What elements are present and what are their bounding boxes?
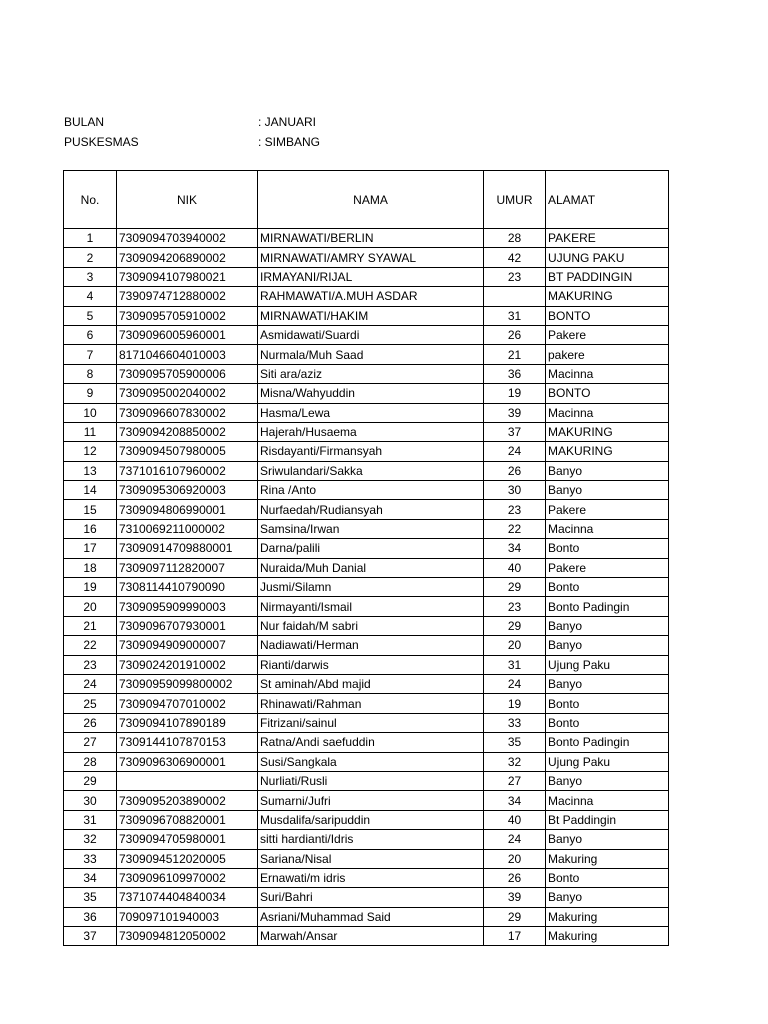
cell-nama: Jusmi/Silamn (258, 578, 484, 597)
cell-alamat: Bonto Padingin (546, 597, 669, 616)
cell-nik: 7309095705900006 (117, 364, 258, 383)
cell-nama: Musdalifa/saripuddin (258, 810, 484, 829)
column-header-nama: NAMA (258, 171, 484, 229)
cell-nama: Hasma/Lewa (258, 403, 484, 422)
table-row (64, 325, 669, 344)
patient-table (63, 170, 669, 946)
table-row (64, 481, 669, 500)
cell-umur: 40 (484, 810, 546, 829)
cell-alamat: Bonto (546, 868, 669, 887)
cell-umur (484, 287, 546, 306)
cell-nik: 73090959099800002 (117, 674, 258, 693)
table-row (64, 791, 669, 810)
cell-alamat: Pakere (546, 500, 669, 519)
cell-nama: RAHMAWATI/A.MUH ASDAR (258, 287, 484, 306)
cell-nik: 7309094703940002 (117, 229, 258, 248)
table-row (64, 229, 669, 248)
cell-nama: Suri/Bahri (258, 888, 484, 907)
cell-no: 23 (64, 655, 117, 674)
cell-nama: Nur faidah/M sabri (258, 616, 484, 635)
cell-nik: 7390974712880002 (117, 287, 258, 306)
cell-nama: Sariana/Nisal (258, 849, 484, 868)
cell-no: 25 (64, 694, 117, 713)
cell-no: 21 (64, 616, 117, 635)
cell-no: 27 (64, 733, 117, 752)
cell-nama: Nadiawati/Herman (258, 636, 484, 655)
bulan-label: BULAN (64, 115, 105, 129)
meta-puskesmas-row (64, 133, 464, 151)
cell-umur: 29 (484, 578, 546, 597)
cell-alamat: pakere (546, 345, 669, 364)
cell-alamat: Banyo (546, 481, 669, 500)
table-row (64, 888, 669, 907)
cell-nik: 7371074404840034 (117, 888, 258, 907)
cell-no: 33 (64, 849, 117, 868)
cell-umur: 32 (484, 752, 546, 771)
table-row (64, 422, 669, 441)
table-row (64, 287, 669, 306)
cell-umur: 37 (484, 422, 546, 441)
bulan-value: : JANUARI (258, 115, 317, 129)
cell-alamat: Macinna (546, 403, 669, 422)
cell-umur: 39 (484, 888, 546, 907)
cell-umur: 29 (484, 907, 546, 926)
cell-umur: 24 (484, 442, 546, 461)
cell-no: 15 (64, 500, 117, 519)
table-row (64, 500, 669, 519)
cell-no: 14 (64, 481, 117, 500)
table-row (64, 868, 669, 887)
cell-nama: Sriwulandari/Sakka (258, 461, 484, 480)
table-row (64, 733, 669, 752)
cell-nik: 7309096005960001 (117, 325, 258, 344)
cell-umur: 33 (484, 713, 546, 732)
table-row (64, 849, 669, 868)
cell-alamat: BONTO (546, 306, 669, 325)
cell-nik: 7309094206890002 (117, 248, 258, 267)
cell-no: 31 (64, 810, 117, 829)
cell-nik: 7310069211000002 (117, 519, 258, 538)
cell-alamat: Macinna (546, 791, 669, 810)
cell-no: 11 (64, 422, 117, 441)
table-row (64, 403, 669, 422)
cell-umur: 21 (484, 345, 546, 364)
cell-nama: Darna/palili (258, 539, 484, 558)
table-row (64, 907, 669, 926)
table-row (64, 578, 669, 597)
cell-nik: 709097101940003 (117, 907, 258, 926)
cell-alamat: MAKURING (546, 422, 669, 441)
cell-nik: 7309095306920003 (117, 481, 258, 500)
cell-nik: 7309094705980001 (117, 830, 258, 849)
table-row (64, 364, 669, 383)
table-row (64, 752, 669, 771)
cell-umur: 17 (484, 927, 546, 946)
cell-alamat: BT PADDINGIN (546, 267, 669, 286)
cell-no: 7 (64, 345, 117, 364)
table-row (64, 927, 669, 946)
table-row (64, 674, 669, 693)
cell-umur: 26 (484, 461, 546, 480)
cell-nik: 7309097112820007 (117, 558, 258, 577)
cell-nama: St aminah/Abd majid (258, 674, 484, 693)
table-row (64, 694, 669, 713)
cell-umur: 28 (484, 229, 546, 248)
cell-umur: 23 (484, 597, 546, 616)
meta-bulan-row (64, 113, 464, 131)
cell-nik: 7309094512020005 (117, 849, 258, 868)
cell-alamat: BONTO (546, 384, 669, 403)
cell-no: 24 (64, 674, 117, 693)
table-row (64, 616, 669, 635)
cell-no: 3 (64, 267, 117, 286)
cell-umur: 26 (484, 325, 546, 344)
cell-nik: 7309096707930001 (117, 616, 258, 635)
cell-no: 22 (64, 636, 117, 655)
cell-umur: 31 (484, 655, 546, 674)
cell-alamat: Bonto (546, 694, 669, 713)
cell-no: 16 (64, 519, 117, 538)
table-row (64, 442, 669, 461)
cell-nama: Susi/Sangkala (258, 752, 484, 771)
table-row (64, 539, 669, 558)
cell-umur: 40 (484, 558, 546, 577)
cell-alamat: Makuring (546, 849, 669, 868)
cell-nama: Marwah/Ansar (258, 927, 484, 946)
table-row (64, 771, 669, 790)
cell-nik: 7309094107890189 (117, 713, 258, 732)
puskesmas-value: : SIMBANG (258, 135, 321, 149)
cell-no: 32 (64, 830, 117, 849)
table-row (64, 248, 669, 267)
cell-no: 1 (64, 229, 117, 248)
cell-umur: 42 (484, 248, 546, 267)
cell-alamat: Bonto (546, 578, 669, 597)
cell-alamat: Macinna (546, 519, 669, 538)
cell-umur: 20 (484, 636, 546, 655)
cell-nama: Fitrizani/sainul (258, 713, 484, 732)
cell-no: 35 (64, 888, 117, 907)
cell-alamat: Macinna (546, 364, 669, 383)
cell-nik: 7309094812050002 (117, 927, 258, 946)
cell-alamat: Ujung Paku (546, 655, 669, 674)
cell-no: 36 (64, 907, 117, 926)
cell-umur: 24 (484, 830, 546, 849)
cell-no: 9 (64, 384, 117, 403)
cell-no: 5 (64, 306, 117, 325)
cell-no: 19 (64, 578, 117, 597)
cell-nik: 7371016107960002 (117, 461, 258, 480)
table-row (64, 655, 669, 674)
cell-umur: 22 (484, 519, 546, 538)
cell-no: 10 (64, 403, 117, 422)
cell-nik: 7309144107870153 (117, 733, 258, 752)
cell-no: 29 (64, 771, 117, 790)
cell-no: 30 (64, 791, 117, 810)
column-header-nik: NIK (117, 171, 258, 229)
table-body (64, 229, 669, 946)
cell-alamat: Makuring (546, 927, 669, 946)
cell-alamat: Banyo (546, 616, 669, 635)
cell-nik: 7309094208850002 (117, 422, 258, 441)
cell-nik: 7309094707010002 (117, 694, 258, 713)
table-row (64, 519, 669, 538)
cell-nik: 7309094107980021 (117, 267, 258, 286)
cell-alamat: Pakere (546, 558, 669, 577)
cell-umur: 19 (484, 694, 546, 713)
cell-nik: 7309094507980005 (117, 442, 258, 461)
cell-nama: Sumarni/Jufri (258, 791, 484, 810)
cell-umur: 39 (484, 403, 546, 422)
table-row (64, 636, 669, 655)
cell-no: 12 (64, 442, 117, 461)
cell-nama: Rina /Anto (258, 481, 484, 500)
cell-alamat: Bonto (546, 539, 669, 558)
cell-no: 4 (64, 287, 117, 306)
cell-nik: 73090914709880001 (117, 539, 258, 558)
cell-no: 18 (64, 558, 117, 577)
cell-no: 13 (64, 461, 117, 480)
cell-alamat: MAKURING (546, 442, 669, 461)
cell-nik: 7309094909000007 (117, 636, 258, 655)
cell-alamat: Banyo (546, 830, 669, 849)
cell-nama: Nirmayanti/Ismail (258, 597, 484, 616)
table-row (64, 306, 669, 325)
cell-alamat: Makuring (546, 907, 669, 926)
cell-nik: 7309096607830002 (117, 403, 258, 422)
table-row (64, 597, 669, 616)
cell-umur: 30 (484, 481, 546, 500)
cell-alamat: Ujung Paku (546, 752, 669, 771)
cell-umur: 35 (484, 733, 546, 752)
cell-no: 17 (64, 539, 117, 558)
cell-umur: 31 (484, 306, 546, 325)
puskesmas-label: PUSKESMAS (64, 135, 139, 149)
table-row (64, 345, 669, 364)
cell-nama: Nurliati/Rusli (258, 771, 484, 790)
cell-nama: Hajerah/Husaema (258, 422, 484, 441)
cell-alamat: Bonto (546, 713, 669, 732)
table-header-row (64, 171, 669, 229)
cell-umur: 19 (484, 384, 546, 403)
cell-alamat: Bonto Padingin (546, 733, 669, 752)
table-row (64, 384, 669, 403)
cell-no: 34 (64, 868, 117, 887)
cell-no: 28 (64, 752, 117, 771)
cell-nik: 7309096109970002 (117, 868, 258, 887)
cell-nama: Asmidawati/Suardi (258, 325, 484, 344)
cell-umur: 34 (484, 791, 546, 810)
cell-no: 8 (64, 364, 117, 383)
cell-alamat: Bt Paddingin (546, 810, 669, 829)
cell-alamat: Banyo (546, 674, 669, 693)
cell-nik: 7309095909990003 (117, 597, 258, 616)
table-row (64, 267, 669, 286)
cell-no: 20 (64, 597, 117, 616)
cell-nik: 7309024201910002 (117, 655, 258, 674)
cell-nik: 8171046604010003 (117, 345, 258, 364)
cell-nik: 7309096306900001 (117, 752, 258, 771)
cell-umur: 27 (484, 771, 546, 790)
cell-alamat: Banyo (546, 888, 669, 907)
cell-nama: MIRNAWATI/BERLIN (258, 229, 484, 248)
cell-nama: Ernawati/m idris (258, 868, 484, 887)
cell-nik: 7309095705910002 (117, 306, 258, 325)
cell-umur: 26 (484, 868, 546, 887)
cell-umur: 29 (484, 616, 546, 635)
table-row (64, 810, 669, 829)
cell-nama: Risdayanti/Firmansyah (258, 442, 484, 461)
table-row (64, 713, 669, 732)
cell-alamat: Banyo (546, 636, 669, 655)
column-header-umur: UMUR (484, 171, 546, 229)
cell-nik: 7309095203890002 (117, 791, 258, 810)
cell-alamat: Banyo (546, 461, 669, 480)
table-row (64, 461, 669, 480)
cell-nik (117, 771, 258, 790)
cell-nama: Ratna/Andi saefuddin (258, 733, 484, 752)
cell-nama: Nurmala/Muh Saad (258, 345, 484, 364)
cell-nama: Rhinawati/Rahman (258, 694, 484, 713)
cell-nik: 7308114410790090 (117, 578, 258, 597)
cell-nama: sitti hardianti/Idris (258, 830, 484, 849)
cell-nama: Misna/Wahyuddin (258, 384, 484, 403)
cell-alamat: Banyo (546, 771, 669, 790)
cell-umur: 23 (484, 267, 546, 286)
cell-nama: Nurfaedah/Rudiansyah (258, 500, 484, 519)
cell-nama: MIRNAWATI/AMRY SYAWAL (258, 248, 484, 267)
cell-no: 37 (64, 927, 117, 946)
cell-alamat: Pakere (546, 325, 669, 344)
cell-nama: Siti ara/aziz (258, 364, 484, 383)
cell-umur: 36 (484, 364, 546, 383)
cell-nama: Asriani/Muhammad Said (258, 907, 484, 926)
cell-umur: 34 (484, 539, 546, 558)
table-row (64, 830, 669, 849)
cell-alamat: PAKERE (546, 229, 669, 248)
column-header-no: No. (64, 171, 117, 229)
cell-umur: 20 (484, 849, 546, 868)
cell-nama: Rianti/darwis (258, 655, 484, 674)
cell-nik: 7309094806990001 (117, 500, 258, 519)
cell-no: 6 (64, 325, 117, 344)
cell-alamat: UJUNG PAKU (546, 248, 669, 267)
cell-nama: Samsina/Irwan (258, 519, 484, 538)
cell-umur: 23 (484, 500, 546, 519)
cell-nama: IRMAYANI/RIJAL (258, 267, 484, 286)
column-header-alamat: ALAMAT (546, 171, 669, 229)
cell-alamat: MAKURING (546, 287, 669, 306)
cell-nama: Nuraida/Muh Danial (258, 558, 484, 577)
cell-nik: 7309095002040002 (117, 384, 258, 403)
cell-umur: 24 (484, 674, 546, 693)
cell-no: 26 (64, 713, 117, 732)
cell-nama: MIRNAWATI/HAKIM (258, 306, 484, 325)
cell-no: 2 (64, 248, 117, 267)
table-row (64, 558, 669, 577)
cell-nik: 7309096708820001 (117, 810, 258, 829)
